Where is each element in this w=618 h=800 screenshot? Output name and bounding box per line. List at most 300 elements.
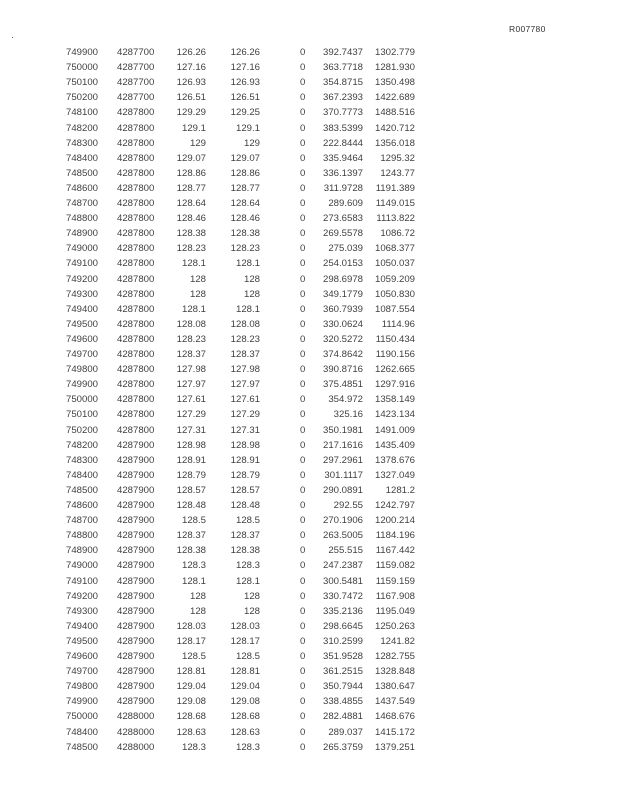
cell-flag: 0 [300, 288, 306, 300]
cell-x: 749100 [66, 575, 99, 587]
table-row [0, 90, 618, 105]
cell-value-c: 350.7944 [322, 681, 363, 693]
cell-value-b: 128 [243, 273, 260, 285]
cell-value-d: 1491.009 [374, 424, 415, 436]
cell-flag: 0 [300, 409, 306, 421]
cell-y: 4287800 [117, 303, 155, 315]
cell-value-c: 247.2387 [322, 560, 363, 572]
cell-value-a: 128.68 [176, 711, 206, 723]
cell-value-b: 128.48 [230, 500, 260, 511]
cell-y: 4287800 [117, 364, 155, 376]
table-row [0, 725, 618, 740]
cell-value-b: 128.38 [230, 228, 260, 240]
cell-x: 749200 [66, 273, 99, 285]
document-id: R007780 [509, 24, 546, 34]
cell-x: 748600 [66, 182, 99, 194]
cell-value-d: 1358.149 [374, 394, 415, 406]
cell-y: 4287800 [117, 273, 155, 285]
cell-flag: 0 [300, 666, 306, 678]
cell-y: 4287900 [117, 560, 155, 572]
table-row [0, 392, 618, 407]
cell-value-c: 336.1397 [322, 167, 363, 179]
table-row [0, 498, 618, 513]
cell-x: 750100 [66, 77, 99, 89]
cell-value-a: 129 [189, 137, 206, 149]
cell-value-d: 1250.263 [374, 620, 415, 632]
cell-value-c: 275.039 [328, 243, 363, 255]
cell-value-b: 128.23 [230, 243, 260, 255]
cell-value-b: 127.97 [230, 379, 260, 391]
cell-x: 748500 [66, 741, 99, 753]
cell-x: 749100 [66, 258, 99, 270]
cell-x: 749700 [66, 666, 99, 678]
cell-value-d: 1468.676 [374, 711, 415, 723]
table-row [0, 483, 618, 498]
cell-value-c: 265.3759 [322, 741, 363, 753]
cell-value-a: 128.5 [181, 651, 206, 662]
cell-value-c: 270.1906 [322, 515, 363, 527]
cell-flag: 0 [300, 500, 306, 511]
cell-x: 748200 [66, 122, 99, 134]
cell-value-c: 217.1616 [322, 439, 363, 451]
cell-x: 748400 [66, 469, 99, 481]
cell-flag: 0 [300, 107, 306, 119]
cell-value-d: 1243.77 [380, 167, 415, 179]
cell-value-a: 128.08 [176, 318, 206, 330]
cell-flag: 0 [300, 439, 306, 451]
cell-y: 4287900 [117, 545, 155, 557]
cell-value-b: 129.04 [230, 681, 260, 693]
cell-value-c: 325.16 [333, 409, 363, 421]
table-row [0, 664, 618, 679]
cell-y: 4287800 [117, 288, 155, 300]
cell-value-d: 1378.676 [374, 454, 415, 466]
cell-value-d: 1184.196 [375, 530, 415, 542]
cell-value-c: 360.7939 [322, 303, 363, 315]
cell-y: 4287900 [117, 635, 155, 647]
cell-y: 4287800 [117, 379, 155, 391]
cell-value-a: 128.77 [176, 182, 206, 194]
table-row [0, 513, 618, 528]
cell-value-b: 126.51 [230, 92, 260, 104]
cell-y: 4287700 [117, 92, 155, 104]
cell-value-d: 1422.689 [374, 92, 415, 104]
cell-y: 4287900 [117, 515, 155, 527]
cell-value-b: 126.93 [230, 77, 260, 89]
cell-flag: 0 [300, 651, 306, 662]
table-row [0, 558, 618, 573]
table-row [0, 256, 618, 271]
table-row [0, 423, 618, 438]
cell-value-d: 1150.434 [375, 333, 415, 345]
cell-y: 4287700 [117, 77, 155, 89]
cell-value-b: 128.98 [230, 439, 260, 451]
cell-value-d: 1050.037 [374, 258, 415, 270]
cell-flag: 0 [300, 545, 306, 557]
cell-value-a: 128.48 [176, 500, 206, 511]
cell-value-c: 301.1117 [324, 469, 363, 481]
cell-flag: 0 [300, 424, 306, 436]
cell-value-a: 128.91 [176, 454, 206, 466]
cell-x: 749500 [66, 318, 99, 330]
cell-y: 4287800 [117, 198, 155, 209]
cell-value-c: 330.0624 [322, 318, 363, 330]
cell-x: 749900 [66, 696, 99, 708]
cell-y: 4288000 [117, 726, 155, 738]
cell-flag: 0 [300, 152, 306, 164]
cell-flag: 0 [300, 243, 306, 255]
cell-value-b: 127.98 [230, 364, 260, 376]
cell-value-a: 128.37 [176, 349, 206, 360]
cell-value-d: 1200.214 [374, 515, 415, 527]
cell-flag: 0 [300, 379, 306, 391]
cell-x: 748700 [66, 198, 99, 209]
cell-value-a: 128.1 [181, 258, 206, 270]
cell-value-c: 335.9464 [322, 152, 363, 164]
cell-x: 748700 [66, 515, 99, 527]
table-row [0, 377, 618, 392]
cell-flag: 0 [300, 515, 306, 527]
cell-value-c: 222.8444 [322, 137, 363, 149]
cell-value-a: 128.1 [181, 575, 206, 587]
cell-value-a: 128.17 [176, 635, 206, 647]
cell-value-b: 128.37 [230, 530, 260, 542]
table-row [0, 241, 618, 256]
cell-flag: 0 [300, 122, 306, 134]
cell-value-a: 128 [189, 605, 206, 617]
cell-value-c: 390.8716 [322, 364, 363, 376]
cell-value-a: 128 [189, 288, 206, 300]
cell-value-b: 128.1 [235, 258, 260, 270]
cell-x: 749300 [66, 605, 99, 617]
cell-x: 749800 [66, 364, 99, 376]
table-row [0, 589, 618, 604]
cell-value-d: 1114.96 [381, 318, 415, 330]
cell-flag: 0 [300, 182, 306, 194]
cell-value-a: 128.1 [181, 303, 206, 315]
cell-y: 4287800 [117, 152, 155, 164]
scan-speck [12, 37, 13, 38]
cell-x: 748800 [66, 530, 99, 542]
cell-flag: 0 [300, 318, 306, 330]
table-row [0, 226, 618, 241]
cell-value-a: 129.1 [181, 122, 206, 134]
cell-value-d: 1241.82 [380, 635, 415, 647]
cell-value-b: 129.25 [230, 107, 260, 119]
cell-value-d: 1356.018 [374, 137, 415, 149]
cell-x: 748500 [66, 484, 99, 496]
table-row [0, 694, 618, 709]
cell-flag: 0 [300, 575, 306, 587]
cell-y: 4287900 [117, 575, 155, 587]
cell-value-b: 128.81 [230, 666, 260, 678]
cell-y: 4287900 [117, 620, 155, 632]
cell-x: 748400 [66, 726, 99, 738]
cell-y: 4287800 [117, 228, 155, 240]
cell-value-d: 1435.409 [374, 439, 415, 451]
cell-x: 748300 [66, 454, 99, 466]
cell-value-c: 311.9728 [323, 182, 363, 194]
cell-value-a: 129.08 [176, 696, 206, 708]
cell-value-a: 127.97 [176, 379, 206, 391]
cell-value-b: 128.5 [235, 651, 260, 662]
cell-value-d: 1242.797 [374, 500, 415, 511]
cell-x: 748100 [66, 107, 99, 119]
cell-flag: 0 [300, 620, 306, 632]
cell-value-d: 1050.830 [374, 288, 415, 300]
cell-value-c: 330.7472 [322, 590, 363, 602]
cell-value-a: 126.26 [176, 47, 206, 58]
table-row [0, 287, 618, 302]
cell-value-c: 349.1779 [322, 288, 363, 300]
cell-x: 749800 [66, 681, 99, 693]
cell-value-c: 354.972 [328, 394, 363, 406]
cell-value-d: 1350.498 [374, 77, 415, 89]
cell-value-a: 128.23 [176, 333, 206, 345]
cell-value-b: 128.77 [230, 182, 260, 194]
cell-flag: 0 [300, 258, 306, 270]
cell-x: 749400 [66, 620, 99, 632]
cell-flag: 0 [300, 228, 306, 240]
cell-flag: 0 [300, 681, 306, 693]
cell-y: 4287900 [117, 500, 155, 511]
cell-value-c: 310.2599 [322, 635, 363, 647]
cell-x: 749000 [66, 243, 99, 255]
cell-x: 749200 [66, 590, 99, 602]
cell-value-b: 128 [243, 288, 260, 300]
cell-value-c: 367.2393 [322, 92, 363, 104]
table-row [0, 121, 618, 136]
table-row [0, 543, 618, 558]
cell-value-d: 1327.049 [374, 469, 415, 481]
cell-y: 4287800 [117, 349, 155, 360]
cell-value-a: 128.38 [176, 228, 206, 240]
cell-y: 4287800 [117, 258, 155, 270]
cell-x: 750000 [66, 711, 99, 723]
cell-value-d: 1415.172 [374, 726, 415, 738]
cell-value-c: 273.6583 [322, 213, 363, 225]
table-row [0, 45, 618, 60]
cell-value-b: 128.64 [230, 198, 260, 209]
cell-y: 4287800 [117, 182, 155, 194]
cell-y: 4287900 [117, 666, 155, 678]
cell-x: 750000 [66, 62, 99, 74]
cell-value-d: 1159.082 [375, 560, 415, 572]
cell-value-a: 129.29 [176, 107, 206, 119]
table-row [0, 105, 618, 120]
cell-y: 4287800 [117, 318, 155, 330]
cell-flag: 0 [300, 560, 306, 572]
cell-y: 4287800 [117, 137, 155, 149]
cell-value-d: 1297.916 [374, 379, 415, 391]
cell-value-a: 128.46 [176, 213, 206, 225]
cell-flag: 0 [300, 696, 306, 708]
cell-value-b: 128.3 [235, 741, 260, 753]
cell-y: 4288000 [117, 711, 155, 723]
cell-flag: 0 [300, 333, 306, 345]
cell-y: 4287800 [117, 409, 155, 421]
cell-value-d: 1281.930 [374, 62, 415, 74]
cell-value-c: 298.6645 [322, 620, 363, 632]
cell-x: 748900 [66, 228, 99, 240]
cell-value-c: 300.5481 [322, 575, 363, 587]
cell-y: 4287900 [117, 469, 155, 481]
cell-x: 749900 [66, 47, 99, 58]
cell-value-c: 351.9528 [322, 651, 363, 662]
table-row [0, 679, 618, 694]
cell-value-c: 263.5005 [322, 530, 363, 542]
cell-value-d: 1282.755 [374, 651, 415, 662]
cell-value-d: 1423.134 [374, 409, 415, 421]
cell-value-a: 129.04 [176, 681, 206, 693]
cell-value-a: 128.37 [176, 530, 206, 542]
cell-value-c: 354.8715 [322, 77, 363, 89]
cell-value-d: 1195.049 [375, 605, 415, 617]
cell-flag: 0 [300, 635, 306, 647]
cell-x: 748800 [66, 213, 99, 225]
cell-value-b: 128.1 [235, 303, 260, 315]
cell-value-c: 254.0153 [322, 258, 363, 270]
cell-flag: 0 [300, 394, 306, 406]
cell-value-a: 128 [189, 590, 206, 602]
table-row [0, 332, 618, 347]
cell-value-d: 1302.779 [374, 47, 415, 58]
cell-value-a: 128.3 [181, 741, 206, 753]
cell-flag: 0 [300, 605, 306, 617]
cell-y: 4287900 [117, 696, 155, 708]
cell-flag: 0 [300, 273, 306, 285]
table-row [0, 181, 618, 196]
cell-flag: 0 [300, 469, 306, 481]
table-row [0, 362, 618, 377]
cell-value-b: 128.63 [230, 726, 260, 738]
table-row [0, 166, 618, 181]
cell-value-d: 1087.554 [374, 303, 415, 315]
cell-value-a: 126.51 [176, 92, 206, 104]
cell-y: 4287800 [117, 243, 155, 255]
table-row [0, 649, 618, 664]
cell-value-c: 255.515 [328, 545, 363, 557]
table-row [0, 196, 618, 211]
cell-value-a: 128.64 [176, 198, 206, 209]
table-row [0, 151, 618, 166]
cell-value-b: 128.5 [235, 515, 260, 527]
cell-value-c: 290.0891 [322, 484, 363, 496]
cell-value-d: 1281.2 [385, 484, 415, 496]
cell-value-b: 128.79 [230, 469, 260, 481]
cell-value-a: 127.31 [176, 424, 206, 436]
table-row [0, 574, 618, 589]
cell-x: 750000 [66, 394, 99, 406]
cell-value-a: 128.38 [176, 545, 206, 557]
cell-x: 749700 [66, 349, 99, 360]
cell-value-a: 126.93 [176, 77, 206, 89]
cell-value-a: 129.07 [176, 152, 206, 164]
cell-value-c: 350.1981 [322, 424, 363, 436]
cell-x: 749900 [66, 379, 99, 391]
cell-y: 4287900 [117, 454, 155, 466]
cell-flag: 0 [300, 198, 306, 209]
table-row [0, 634, 618, 649]
cell-value-a: 128.79 [176, 469, 206, 481]
cell-value-b: 127.16 [230, 62, 260, 74]
cell-x: 750100 [66, 409, 99, 421]
cell-x: 748900 [66, 545, 99, 557]
cell-value-c: 269.5578 [322, 228, 363, 240]
cell-y: 4287800 [117, 333, 155, 345]
cell-x: 749500 [66, 635, 99, 647]
cell-flag: 0 [300, 454, 306, 466]
cell-x: 749000 [66, 560, 99, 572]
cell-flag: 0 [300, 711, 306, 723]
cell-value-b: 128.03 [230, 620, 260, 632]
cell-y: 4287700 [117, 47, 155, 58]
cell-value-d: 1059.209 [374, 273, 415, 285]
cell-flag: 0 [300, 349, 306, 360]
cell-value-b: 129.1 [235, 122, 260, 134]
cell-value-d: 1086.72 [380, 228, 415, 240]
cell-y: 4287900 [117, 605, 155, 617]
cell-value-b: 129 [243, 137, 260, 149]
cell-value-a: 127.29 [176, 409, 206, 421]
cell-value-c: 383.5399 [322, 122, 363, 134]
cell-x: 749600 [66, 333, 99, 345]
cell-value-b: 127.31 [230, 424, 260, 436]
cell-value-d: 1191.389 [375, 182, 415, 194]
cell-value-d: 1167.908 [375, 590, 415, 602]
cell-y: 4287900 [117, 484, 155, 496]
cell-value-a: 128.86 [176, 167, 206, 179]
table-row [0, 619, 618, 634]
table-row [0, 468, 618, 483]
cell-flag: 0 [300, 590, 306, 602]
cell-y: 4287700 [117, 62, 155, 74]
cell-value-a: 128.63 [176, 726, 206, 738]
cell-flag: 0 [300, 530, 306, 542]
cell-value-d: 1262.665 [374, 364, 415, 376]
table-row [0, 407, 618, 422]
cell-value-d: 1149.015 [375, 198, 415, 209]
cell-value-d: 1190.156 [375, 349, 415, 360]
table-row [0, 453, 618, 468]
table-row [0, 136, 618, 151]
cell-value-b: 128 [243, 590, 260, 602]
cell-value-a: 128.03 [176, 620, 206, 632]
cell-value-b: 129.08 [230, 696, 260, 708]
cell-y: 4287800 [117, 167, 155, 179]
cell-y: 4287900 [117, 590, 155, 602]
table-row [0, 528, 618, 543]
cell-y: 4287800 [117, 394, 155, 406]
cell-x: 749300 [66, 288, 99, 300]
cell-value-d: 1328.848 [374, 666, 415, 678]
table-row [0, 60, 618, 75]
cell-value-b: 128 [243, 605, 260, 617]
cell-value-c: 363.7718 [322, 62, 363, 74]
cell-value-c: 375.4851 [322, 379, 363, 391]
cell-value-c: 374.8642 [322, 349, 363, 360]
cell-value-a: 128.57 [176, 484, 206, 496]
cell-y: 4287900 [117, 651, 155, 662]
cell-value-b: 128.86 [230, 167, 260, 179]
cell-y: 4287900 [117, 681, 155, 693]
cell-x: 748300 [66, 137, 99, 149]
cell-flag: 0 [300, 213, 306, 225]
cell-value-d: 1380.647 [374, 681, 415, 693]
cell-value-d: 1159.159 [375, 575, 415, 587]
cell-x: 748200 [66, 439, 99, 451]
cell-flag: 0 [300, 47, 306, 58]
